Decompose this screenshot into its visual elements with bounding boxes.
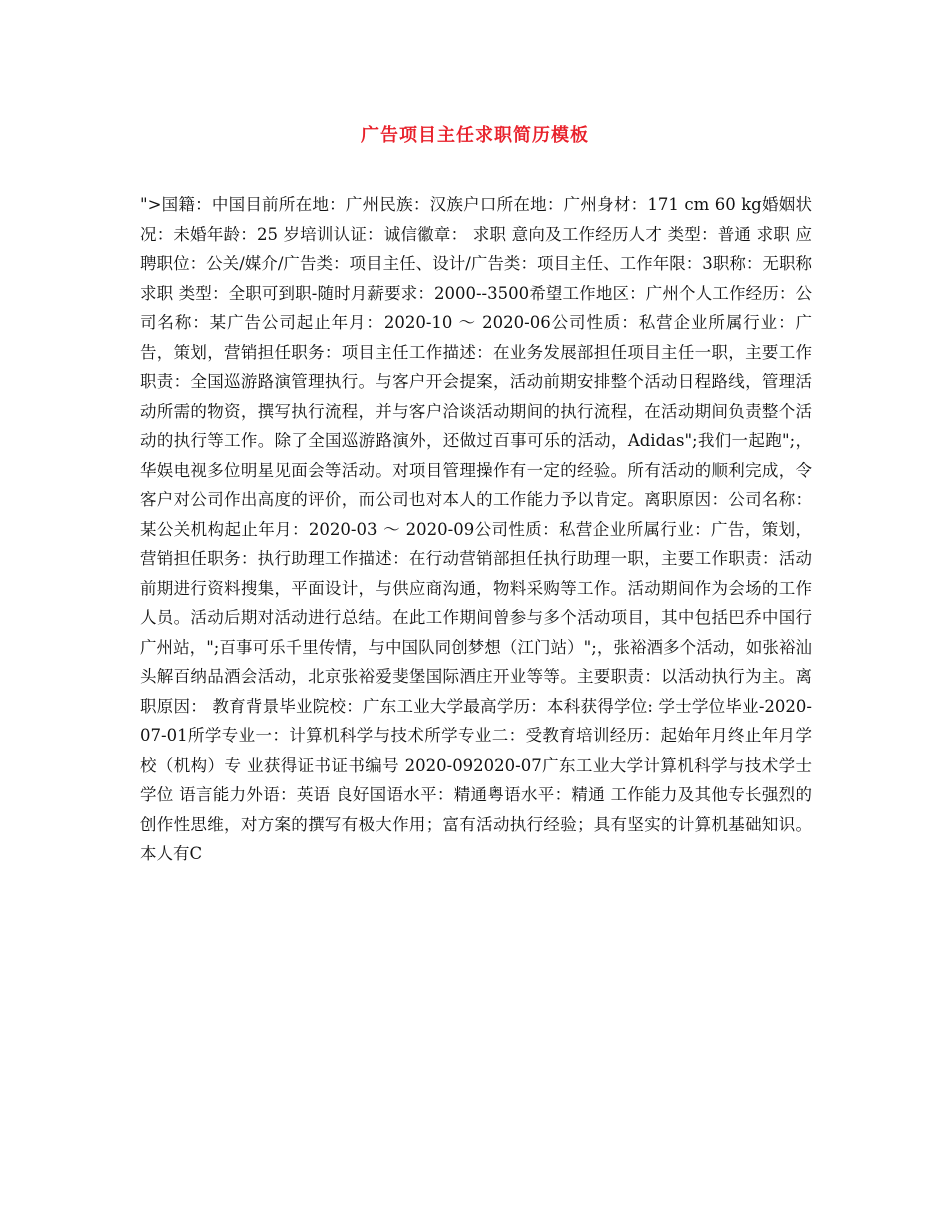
document-title: 广告项目主任求职简历模板 bbox=[361, 125, 589, 146]
document-body-text: ">国籍：中国目前所在地：广州民族：汉族户口所在地：广州身材：171 cm 60 kg婚姻状况：未婚年龄：25 岁培训认证：诚信徽章： 求职 意向及工作经历人才 类型：普通 求职 应聘职位：公关/媒介/广告类：项目主任、设计/广告类：项目主任、工作年限：3职称：无职称求职 类型：全职可到职-随时月薪要求：2000--3500希望工作地区：广州个人工作经历：公司名称：某广告公司起止年月：2020-10 ～ 2020-06公司性质：私营企业所属行业：广告，策划，营销担任职务：项目主任工作描述：在业务发展部担任项目主任一职，主要工作职责：全国巡游路演管理执行。与客户开会提案，活动前期安排整个活动日程路线，管理活动所需的物资，撰写执行流程，并与客户洽谈活动期间的执行流程，在活动期间负责整个活动的执行等工作。除了全国巡游路演外，还做过百事可乐的活动，Adidas";我们一起跑";，华娱电视多位明星见面会等活动。对项目管理操作有一定的经验。所有活动的顺利完成，令客户对公司作出高度的评价，而公司也对本人的工作能力予以肯定。离职原因：公司名称：某公关机构起止年月：2020-03 ～ 2020-09公司性质：私营企业所属行业：广告，策划，营销担任职务：执行助理工作描述：在行动营销部担任执行助理一职，主要工作职责：活动前期进行资料搜集，平面设计，与供应商沟通，物料采购等工作。活动期间作为会场的工作人员。活动后期对活动进行总结。在此工作期间曾参与多个活动项目，其中包括巴乔中国行广州站，";百事可乐千里传情，与中国队同创梦想（江门站）";，张裕酒多个活动，如张裕汕头解百纳品酒会活动，北京张裕爱斐堡国际酒庄开业等等。主要职责：以活动执行为主。离职原因： 教育背景毕业院校：广东工业大学最高学历：本科获得学位: 学士学位毕业-2020-07-01所学专业一：计算机科学与技术所学专业二：受教育培训经历：起始年月终止年月学校（机构）专 业获得证书证书编号 2020-092020-07广东工业大学计算机科学与技术学士学位 语言能力外语：英语 良好国语水平：精通粤语水平：精通 工作能力及其他专长强烈的创作性思维，对方案的撰写有极大作用；富有活动执行经验；具有坚实的计算机基础知识。本人有C bbox=[140, 195, 812, 863]
